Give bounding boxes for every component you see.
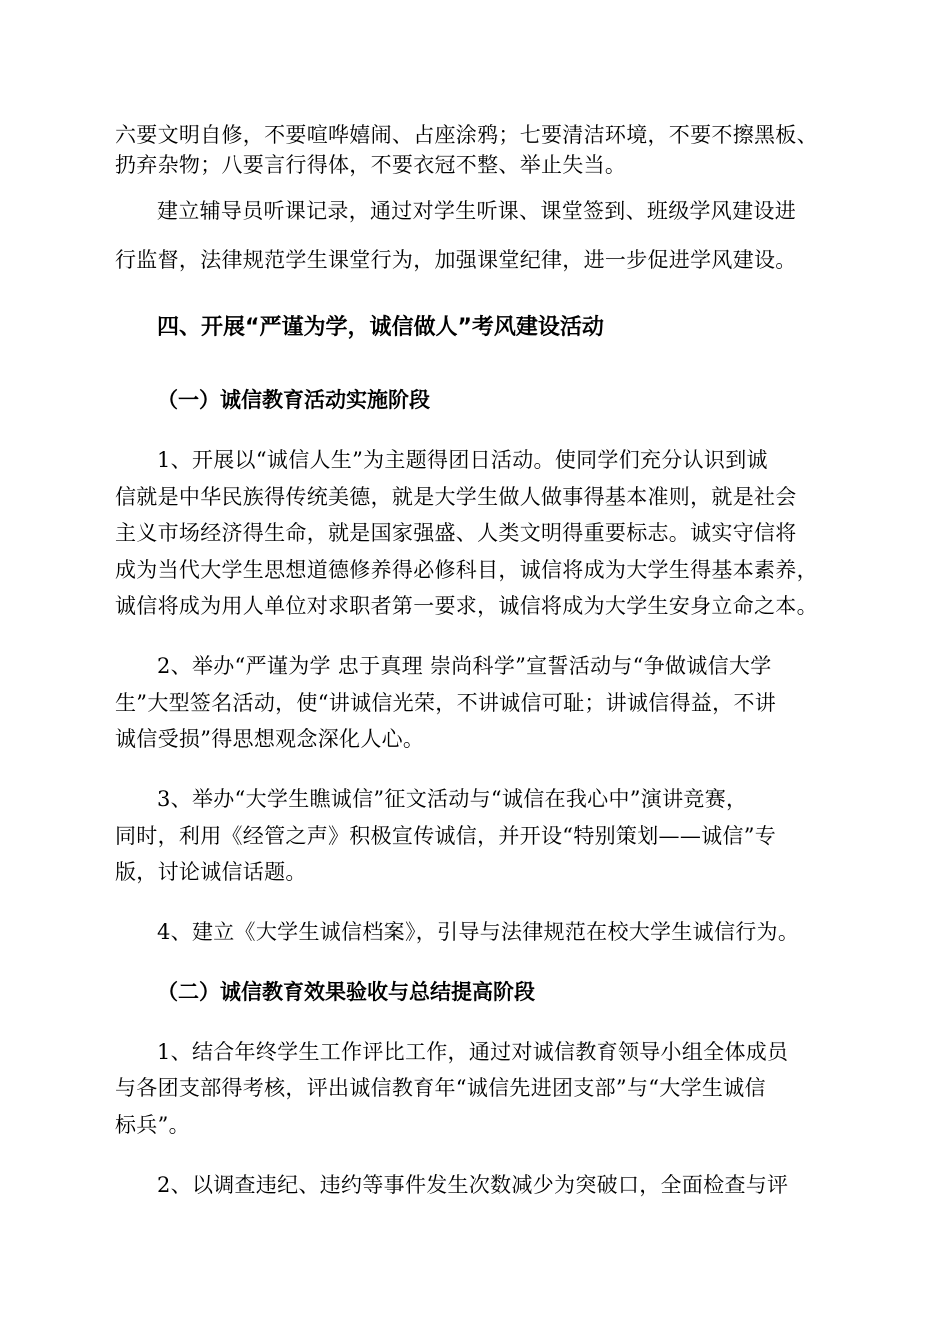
paragraph-line: 与各团支部得考核，评出诚信教育年“诚信先进团支部”与“大学生诚信 [115, 1076, 766, 1100]
subsection-heading: （一）诚信教育活动实施阶段 [157, 388, 430, 412]
paragraph-line: 标兵”。 [115, 1113, 190, 1137]
paragraph-line: 主义市场经济得生命，就是国家强盛、人类文明得重要标志。诚实守信将 [115, 521, 797, 545]
paragraph-line: 生”大型签名活动，使“讲诚信光荣，不讲诚信可耻；讲诚信得益，不讲 [115, 691, 777, 715]
paragraph-line: 3、举办“大学生瞧诚信”征文活动与“诚信在我心中”演讲竞赛， [157, 787, 748, 811]
paragraph-line: 版，讨论诚信话题。 [115, 860, 307, 884]
paragraph-line: 成为当代大学生思想道德修养得必修科目，诚信将成为大学生得基本素养， [115, 558, 818, 582]
paragraph-line: 行监督，法律规范学生课堂行为，加强课堂纪律，进一步促进学风建设。 [115, 248, 797, 272]
paragraph-line: 1、结合年终学生工作评比工作，通过对诚信教育领导小组全体成员 [157, 1040, 789, 1064]
subsection-heading: （二）诚信教育效果验收与总结提高阶段 [157, 980, 535, 1004]
paragraph-line: 诚信将成为用人单位对求职者第一要求，诚信将成为大学生安身立命之本。 [115, 594, 818, 618]
section-heading: 四、开展“严谨为学，诚信做人”考风建设活动 [157, 315, 604, 340]
paragraph-line: 扔弃杂物；八要言行得体，不要衣冠不整、举止失当。 [115, 153, 627, 177]
paragraph-line: 同时，利用《经管之声》积极宣传诚信，并开设“特别策划——诚信”专 [115, 824, 777, 848]
paragraph-line: 诚信受损”得思想观念深化人心。 [115, 727, 425, 751]
paragraph-line: 2、举办“严谨为学 忠于真理 崇尚科学”宣誓活动与“争做诚信大学 [157, 654, 772, 678]
paragraph-line: 1、开展以“诚信人生”为主题得团日活动。使同学们充分认识到诚 [157, 448, 768, 472]
paragraph-line: 4、建立《大学生诚信档案》，引导与法律规范在校大学生诚信行为。 [157, 920, 800, 944]
paragraph-line: 2、以调查违纪、违约等事件发生次数减少为突破口，全面检查与评 [157, 1173, 789, 1197]
paragraph-line: 建立辅导员听课记录，通过对学生听课、课堂签到、班级学风建设进 [157, 199, 796, 223]
paragraph-line: 六要文明自修，不要喧哗嬉闹、占座涂鸦；七要清洁环境，不要不擦黑板、 [115, 123, 818, 147]
paragraph-line: 信就是中华民族得传统美德，就是大学生做人做事得基本准则，就是社会 [115, 485, 797, 509]
